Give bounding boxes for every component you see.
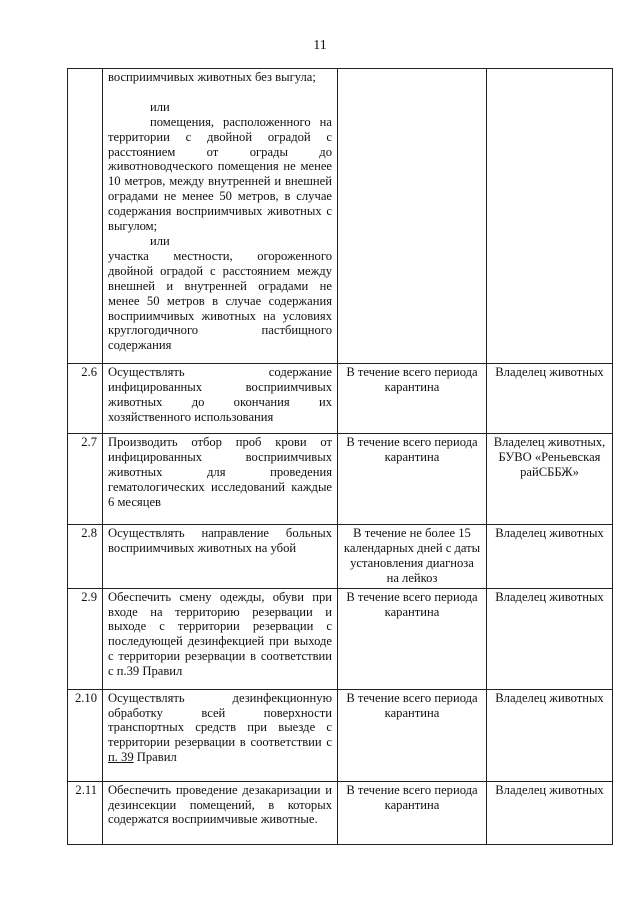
cell-responsible <box>487 69 613 364</box>
continuation-paragraph: помещения, расположенного на территории с двойной оградой с расстоянием от ограды до животноводческого помещения не менее 10 метров, между внутренней и внешней оградами не менее 50 метров, в случае содержания восприимчивых животных с выгулом; <box>108 114 332 234</box>
row-number: 2.8 <box>68 525 103 589</box>
row-term: В течение всего периода карантина <box>338 689 487 781</box>
table-row <box>68 781 613 844</box>
row-responsible: Владелец животных <box>487 364 613 434</box>
measures-table <box>67 68 613 845</box>
row-term: В течение всего периода карантина <box>338 588 487 689</box>
table-row <box>68 364 613 434</box>
row-number: 2.6 <box>68 364 103 434</box>
continuation-line <box>108 85 332 100</box>
row-action: Осуществлять содержание инфицированных восприимчивых животных до окончания их хозяйственного использования <box>103 364 338 434</box>
table-row <box>68 434 613 525</box>
row-action <box>103 689 338 781</box>
row-responsible: Владелец животных <box>487 525 613 589</box>
continuation-or: или <box>150 99 170 114</box>
row-number: 2.10 <box>68 689 103 781</box>
row-responsible: Владелец животных, БУВО «Реньевская райСББЖ» <box>487 434 613 525</box>
row-number: 2.11 <box>68 781 103 844</box>
row-action-text: Правил <box>133 750 177 765</box>
row-action-text: Осуществлять дезинфекционную обработку всей поверхности транспортных средств при выезде с территории резервации в соответствии с <box>108 690 332 750</box>
row-responsible: Владелец животных <box>487 588 613 689</box>
table-row <box>68 525 613 589</box>
cell-term <box>338 69 487 364</box>
row-term: В течение не более 15 календарных дней с даты установления диагноза на лейкоз <box>338 525 487 589</box>
table-row <box>68 588 613 689</box>
row-action: Осуществлять направление больных восприимчивых животных на убой <box>103 525 338 589</box>
row-number: 2.9 <box>68 588 103 689</box>
row-action: Производить отбор проб крови от инфицированных восприимчивых животных для проведения гематологических исследований каждые 6 месяцев <box>103 434 338 525</box>
row-number: 2.7 <box>68 434 103 525</box>
row-responsible: Владелец животных <box>487 781 613 844</box>
page-number: 11 <box>313 38 327 53</box>
row-action: Обеспечить проведение дезакаризации и дезинсекции помещений, в которых содержатся восприимчивые животные. <box>103 781 338 844</box>
row-term: В течение всего периода карантина <box>338 364 487 434</box>
row-term: В течение всего периода карантина <box>338 781 487 844</box>
continuation-paragraph: участка местности, огороженного двойной оградой с расстоянием между внешней и внутренней оградами не менее 50 метров в случае содержания восприимчивых животных на условиях круглогодичного пастбищного содержания <box>108 248 332 353</box>
cell-num <box>68 69 103 364</box>
table-row <box>68 689 613 781</box>
cell-action <box>103 69 338 364</box>
row-responsible: Владелец животных <box>487 689 613 781</box>
row-action: Обеспечить смену одежды, обуви при входе на территорию резервации и выходе с территории резервации с последующей дезинфекцией при выходе с территории резервации в соответствии с п.39 Правил <box>103 588 338 689</box>
rule-reference-link[interactable]: п. 39 <box>108 750 134 765</box>
row-term: В течение всего периода карантина <box>338 434 487 525</box>
continuation-or: или <box>150 233 170 248</box>
table-row-continuation <box>68 69 613 364</box>
continuation-line: восприимчивых животных без выгула; <box>108 70 316 84</box>
